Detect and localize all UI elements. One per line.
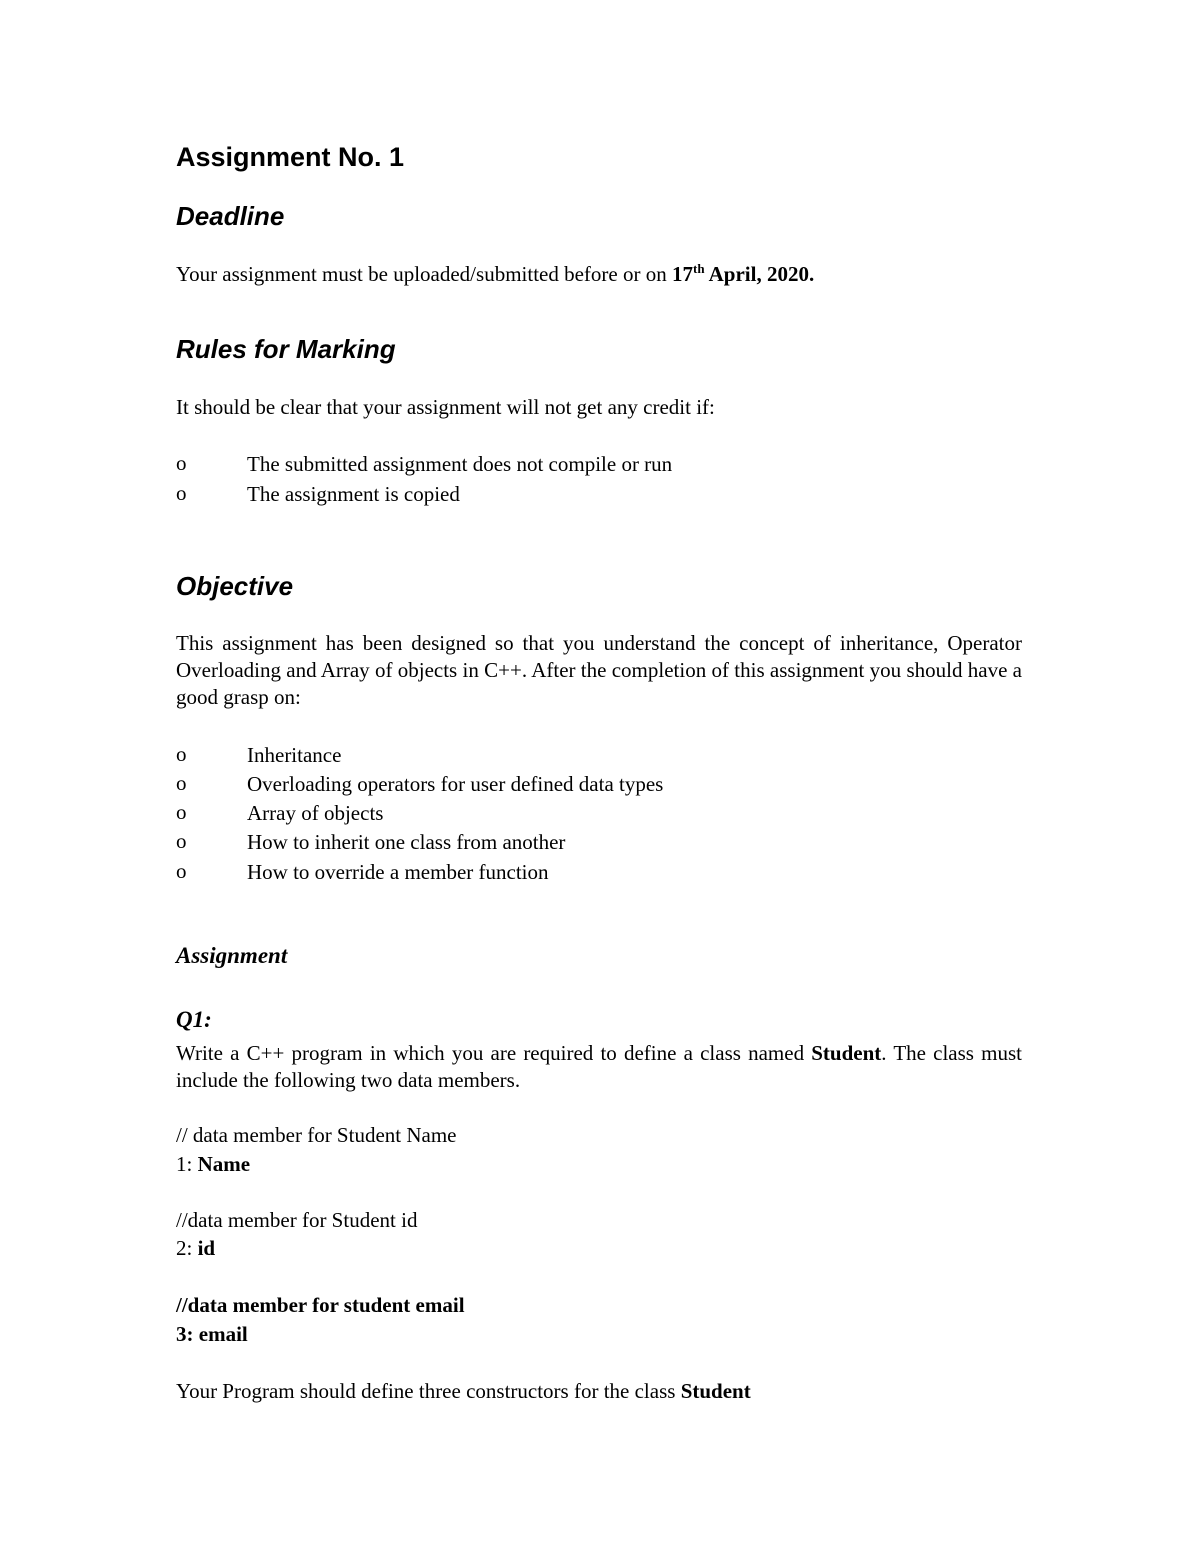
member-2-line [176,1235,215,1262]
assignment-heading: Assignment [176,943,288,968]
deadline-date-rest: April, 2020. [704,262,815,286]
q1-text [176,1040,1022,1094]
objective-bullet-2: o [176,771,187,795]
deadline-heading: Deadline [176,201,285,231]
rules-intro: It should be clear that your assignment will not get any credit if: [176,395,715,419]
rules-bullet-2: o [176,481,187,505]
objective-heading: Objective [176,571,294,601]
deadline-day: 17 [671,262,693,286]
member-3-line [176,1321,248,1348]
q1-label: Q1: [176,1007,212,1032]
member-1-number: 1: [176,1152,198,1176]
member-1-line [176,1151,250,1178]
member-1-name: Name [197,1152,251,1176]
constructors-class-name: Student [680,1379,751,1403]
rules-item-2: The assignment is copied [247,482,460,506]
member-1-comment: // data member for Student Name [176,1123,457,1147]
objective-bullet-1: o [176,742,187,766]
q1-text-before: Write a C++ program in which you are required to define a class named [176,1041,812,1065]
q1-class-name: Student [811,1041,882,1065]
objective-bullet-3: o [176,800,187,824]
member-2-comment: //data member for Student id [176,1208,418,1232]
member-2-number: 2: [176,1236,198,1260]
member-2-name: id [197,1236,216,1260]
rules-item-1: The submitted assignment does not compile or run [247,452,673,476]
objective-paragraph: This assignment has been designed so that you understand the concept of inheritance, Operator Overloading and Array of objects in C++. After the completion of this assignment you should have a good grasp on: [176,631,1022,709]
document-title: Assignment No. 1 [176,142,405,172]
member-3-comment: //data member for student email [176,1293,465,1317]
deadline-text [176,261,814,288]
rules-heading: Rules for Marking [176,334,396,364]
objective-item-3: Array of objects [247,801,384,825]
objective-bullet-4: o [176,829,187,853]
objective-bullet-5: o [176,859,187,883]
constructors-text [176,1378,751,1405]
member-3-name: email [198,1322,248,1346]
deadline-day-suffix: th [692,261,705,276]
q1-text-after: . The class must include the following two data members. [176,1041,1022,1092]
rules-bullet-1: o [176,451,187,475]
objective-item-4: How to inherit one class from another [247,830,566,854]
constructors-text-before: Your Program should define three constructors for the class [176,1379,681,1403]
objective-item-1: Inheritance [247,743,342,767]
objective-item-2: Overloading operators for user defined data types [247,772,664,796]
member-3-number: 3: [176,1322,199,1346]
deadline-text-before: Your assignment must be uploaded/submitted before or on [176,262,672,286]
objective-item-5: How to override a member function [247,860,549,884]
